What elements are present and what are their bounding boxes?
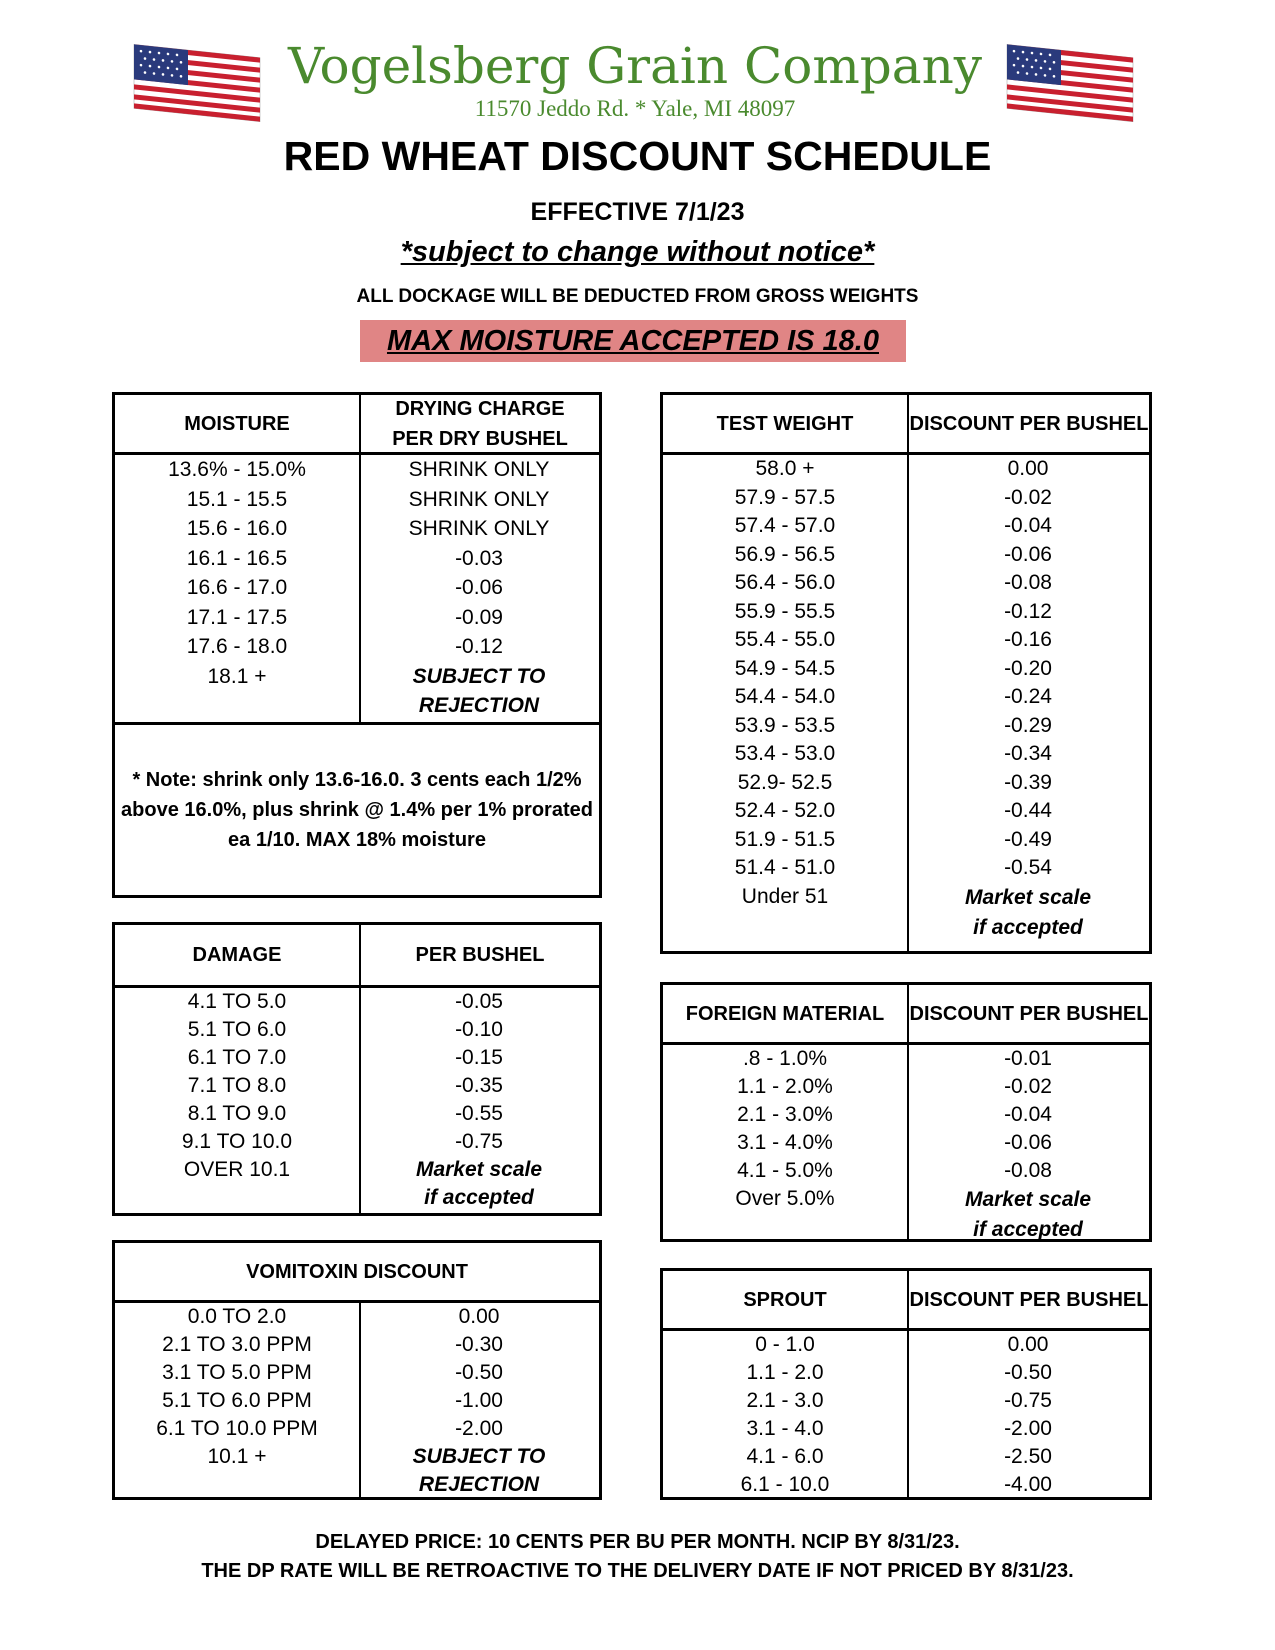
value-cell: -2.00 (455, 1417, 503, 1440)
range-cell: 6.1 TO 7.0 (187, 1046, 287, 1069)
range-cell: 15.1 - 15.5 (186, 487, 288, 511)
range-cell: 3.1 TO 5.0 PPM (162, 1361, 312, 1384)
range-cell: 16.6 - 17.0 (186, 576, 288, 599)
value-cell: -0.06 (1004, 542, 1052, 566)
range-cell: 5.1 TO 6.0 (187, 1018, 287, 1041)
table-row (663, 683, 1149, 712)
value-cell: REJECTION (418, 1473, 540, 1496)
table-row (663, 541, 1149, 570)
range-cell: 55.9 - 55.5 (734, 599, 836, 623)
value-cell: -0.39 (1004, 770, 1052, 794)
value-cell: -0.55 (455, 1102, 503, 1125)
range-cell: 2.1 - 3.0 (746, 1389, 824, 1412)
value-cell: -0.24 (1004, 685, 1052, 708)
damage-table (112, 922, 602, 1216)
table-row (115, 1331, 599, 1359)
page-title: RED WHEAT DISCOUNT SCHEDULE (283, 133, 992, 179)
value-cell: SHRINK ONLY (408, 487, 550, 511)
table-row (115, 632, 599, 662)
moisture-table (112, 392, 602, 898)
table-header (663, 395, 1149, 455)
range-cell: 4.1 - 6.0 (746, 1445, 824, 1468)
moisture-note: * Note: shrink only 13.6-16.0. 3 cents each 1/2% above 16.0%, plus shrink @ 1.4% per 1% prorated ea 1/10. MAX 18% moisture (121, 769, 593, 851)
range-cell: 51.4 - 51.0 (734, 856, 836, 879)
value-cell: -0.01 (1004, 1047, 1052, 1070)
value-cell: -0.50 (455, 1361, 503, 1384)
value-cell: Market scale (415, 1158, 543, 1181)
table-row (115, 1016, 599, 1044)
column-header: PER BUSHEL (415, 944, 545, 966)
table-header (663, 1271, 1149, 1331)
range-cell: Over 5.0% (735, 1187, 835, 1210)
table-row (663, 569, 1149, 598)
value-cell: -4.00 (1004, 1473, 1052, 1496)
dockage-statement: ALL DOCKAGE WILL BE DEDUCTED FROM GROSS WEIGHTS (356, 286, 919, 307)
table-row (115, 1156, 599, 1212)
range-cell: 6.1 - 10.0 (740, 1473, 830, 1496)
range-cell: 57.4 - 57.0 (734, 514, 836, 537)
table-row (663, 854, 1149, 883)
footer-line-1: DELAYED PRICE: 10 CENTS PER BU PER MONTH. NCIP BY 8/31/23. (315, 1531, 960, 1553)
value-cell: SHRINK ONLY (408, 517, 550, 540)
table-row (663, 1471, 1149, 1499)
table-row (663, 1129, 1149, 1157)
table-row (663, 655, 1149, 684)
table-row (663, 598, 1149, 627)
value-cell: -0.30 (455, 1333, 503, 1356)
value-cell: if accepted (424, 1186, 534, 1209)
value-cell: -0.29 (1004, 713, 1052, 737)
table-row (115, 1072, 599, 1100)
range-cell: 18.1 + (207, 664, 267, 688)
column-header: VOMITOXIN DISCOUNT (246, 1260, 468, 1283)
range-cell: 1.1 - 2.0 (746, 1361, 824, 1384)
column-header: DISCOUNT PER BUSHEL (909, 412, 1149, 435)
value-cell: -0.44 (1004, 799, 1052, 822)
value-cell: -0.12 (1004, 599, 1052, 623)
table-row (115, 1303, 599, 1331)
column-header: DISCOUNT PER BUSHEL (909, 1288, 1149, 1311)
column-header: FOREIGN MATERIAL (685, 1002, 885, 1025)
range-cell: 5.1 TO 6.0 PPM (162, 1389, 312, 1412)
foreign-material-table (660, 982, 1152, 1242)
sprout-table (660, 1268, 1152, 1500)
table-row (115, 455, 599, 485)
range-cell: 58.0 + (755, 457, 815, 480)
table-row (115, 1443, 599, 1499)
column-header: MOISTURE (184, 412, 290, 435)
table-row (115, 662, 599, 720)
range-cell: 0.0 TO 2.0 (187, 1305, 287, 1328)
footer-line-2: THE DP RATE WILL BE RETROACTIVE TO THE DELIVERY DATE IF NOT PRICED BY 8/31/23. (201, 1560, 1074, 1582)
value-cell: -0.35 (455, 1074, 503, 1097)
range-cell: 16.1 - 16.5 (186, 546, 288, 570)
american-flag-icon (130, 40, 268, 122)
value-cell: -0.49 (1004, 827, 1052, 851)
effective-date: EFFECTIVE 7/1/23 (530, 198, 745, 226)
table-row (115, 485, 599, 515)
value-cell: REJECTION (418, 693, 540, 717)
table-row (115, 603, 599, 633)
company-name: Vogelsberg Grain Company (287, 37, 983, 95)
table-row (663, 484, 1149, 513)
range-cell: 17.6 - 18.0 (186, 635, 288, 658)
range-cell: 55.4 - 55.0 (734, 628, 836, 651)
table-row (663, 1101, 1149, 1129)
value-cell: 0.00 (458, 1305, 500, 1328)
range-cell: 0 - 1.0 (755, 1333, 815, 1356)
range-cell: 9.1 TO 10.0 (181, 1130, 293, 1153)
range-cell: 56.9 - 56.5 (734, 542, 836, 566)
table-row (115, 1359, 599, 1387)
column-header: TEST WEIGHT (716, 412, 854, 435)
table-row (663, 455, 1149, 484)
change-notice: *subject to change without notice* (400, 236, 875, 268)
value-cell: 0.00 (1007, 457, 1049, 480)
value-cell: if accepted (973, 915, 1083, 939)
range-cell: OVER 10.1 (183, 1158, 291, 1181)
value-cell: -0.20 (1004, 656, 1052, 680)
range-cell: 17.1 - 17.5 (186, 605, 288, 629)
value-cell: SHRINK ONLY (408, 458, 550, 481)
range-cell: 8.1 TO 9.0 (187, 1102, 287, 1125)
table-row (115, 1128, 599, 1156)
range-cell: 56.4 - 56.0 (734, 571, 836, 594)
value-cell: SUBJECT TO (412, 664, 546, 688)
range-cell: 54.4 - 54.0 (734, 685, 836, 708)
table-row (115, 988, 599, 1016)
test-weight-table (660, 392, 1152, 954)
vomitoxin-table (112, 1240, 602, 1500)
value-cell: -0.08 (1004, 571, 1052, 594)
range-cell: 4.1 - 5.0% (737, 1159, 833, 1182)
value-cell: -0.12 (455, 635, 503, 658)
table-row (115, 573, 599, 603)
column-header: DRYING CHARGE PER DRY BUSHEL (392, 397, 568, 450)
value-cell: -0.10 (455, 1018, 503, 1041)
column-header: DAMAGE (192, 944, 282, 966)
value-cell: Market scale (964, 885, 1092, 909)
table-row (115, 544, 599, 574)
table-row (663, 1359, 1149, 1387)
value-cell: -0.34 (1004, 742, 1052, 765)
range-cell: 1.1 - 2.0% (737, 1075, 833, 1098)
table-row (663, 883, 1149, 943)
value-cell: -0.09 (455, 605, 503, 629)
value-cell: -0.75 (1004, 1389, 1052, 1412)
table-row (663, 769, 1149, 798)
table-header (115, 925, 599, 988)
table-header (115, 1243, 599, 1303)
value-cell: -0.02 (1004, 1075, 1052, 1098)
range-cell: Under 51 (741, 884, 829, 908)
range-cell: .8 - 1.0% (742, 1047, 828, 1070)
table-row (663, 797, 1149, 826)
value-cell: -2.50 (1004, 1445, 1052, 1468)
range-cell: 52.9- 52.5 (737, 770, 833, 794)
table-row (663, 1331, 1149, 1359)
range-cell: 6.1 TO 10.0 PPM (156, 1417, 318, 1440)
range-cell: 15.6 - 16.0 (186, 517, 288, 540)
table-row (115, 1415, 599, 1443)
value-cell: -0.05 (455, 990, 503, 1013)
max-moisture-banner: MAX MOISTURE ACCEPTED IS 18.0 (360, 320, 906, 362)
table-row (663, 1157, 1149, 1185)
range-cell: 2.1 TO 3.0 PPM (162, 1333, 312, 1356)
column-header: DISCOUNT PER BUSHEL (909, 1002, 1149, 1025)
range-cell: 52.4 - 52.0 (734, 799, 836, 822)
table-row (663, 1387, 1149, 1415)
value-cell: -0.04 (1004, 1103, 1052, 1126)
american-flag-icon (1003, 40, 1141, 122)
value-cell: -0.06 (1004, 1131, 1052, 1154)
table-row (115, 514, 599, 544)
column-header: SPROUT (743, 1288, 827, 1311)
table-row (115, 1387, 599, 1415)
value-cell: -0.08 (1004, 1159, 1052, 1182)
range-cell: 3.1 - 4.0% (737, 1131, 833, 1154)
value-cell: SUBJECT TO (412, 1445, 546, 1468)
table-row (663, 712, 1149, 741)
table-row (115, 1044, 599, 1072)
table-row (663, 1073, 1149, 1101)
range-cell: 54.9 - 54.5 (734, 656, 836, 680)
range-cell: 53.9 - 53.5 (734, 713, 836, 737)
company-address: 11570 Jeddo Rd. * Yale, MI 48097 (474, 96, 796, 121)
value-cell: -0.15 (455, 1046, 503, 1069)
table-row (663, 740, 1149, 769)
range-cell: 7.1 TO 8.0 (187, 1074, 287, 1097)
range-cell: 53.4 - 53.0 (734, 742, 836, 765)
value-cell: if accepted (973, 1218, 1083, 1241)
range-cell: 51.9 - 51.5 (734, 827, 836, 851)
value-cell: -0.04 (1004, 514, 1052, 537)
table-row (115, 1100, 599, 1128)
value-cell: 0.00 (1007, 1333, 1049, 1356)
table-row (663, 626, 1149, 655)
range-cell: 13.6% - 15.0% (168, 458, 306, 481)
value-cell: -0.54 (1004, 856, 1052, 879)
value-cell: -0.06 (455, 576, 503, 599)
range-cell: 3.1 - 4.0 (746, 1417, 824, 1440)
table-row (663, 512, 1149, 541)
value-cell: -0.16 (1004, 628, 1052, 651)
company-logo (270, 36, 1000, 122)
value-cell: -0.75 (455, 1130, 503, 1153)
value-cell: -0.03 (455, 546, 503, 570)
value-cell: Market scale (964, 1188, 1092, 1211)
value-cell: -2.00 (1004, 1417, 1052, 1440)
range-cell: 4.1 TO 5.0 (187, 990, 287, 1013)
value-cell: -0.02 (1004, 485, 1052, 509)
table-row (663, 1443, 1149, 1471)
table-header (663, 985, 1149, 1045)
table-row (663, 826, 1149, 855)
value-cell: -1.00 (455, 1389, 503, 1412)
table-row (663, 1415, 1149, 1443)
table-header (115, 395, 599, 455)
range-cell: 57.9 - 57.5 (734, 485, 836, 509)
value-cell: -0.50 (1004, 1361, 1052, 1384)
range-cell: 2.1 - 3.0% (737, 1103, 833, 1126)
range-cell: 10.1 + (207, 1445, 267, 1468)
table-row (663, 1045, 1149, 1073)
table-row (663, 1185, 1149, 1245)
